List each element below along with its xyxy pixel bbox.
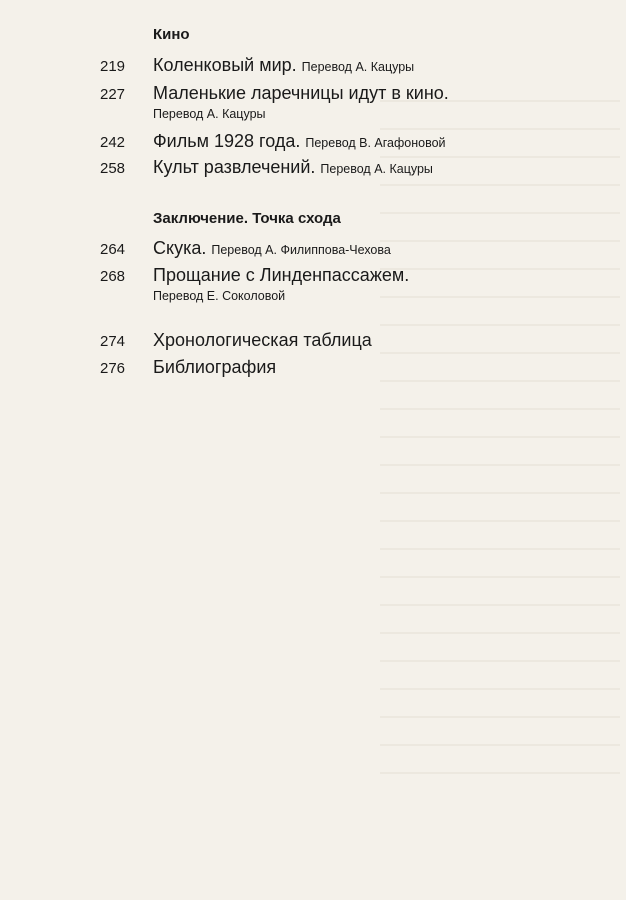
entry-title: Библиография — [153, 357, 277, 377]
entry-title-line — [153, 55, 414, 76]
page-number: 274 — [100, 333, 126, 350]
page-number: 268 — [100, 268, 126, 285]
entry-translator: Перевод А. Кацуры — [301, 60, 415, 74]
entry-title: Хронологическая таблица — [153, 330, 372, 350]
entry-translator: Перевод А. Кацуры — [320, 162, 433, 176]
entry-translator: Перевод В. Агафоновой — [305, 136, 446, 150]
entry-title: Маленькие ларечницы идут в кино. — [153, 83, 449, 103]
section-title-cinema: Кино — [153, 26, 190, 43]
entry-title: Скука. — [153, 238, 207, 258]
page-number: 219 — [100, 58, 126, 75]
entry-translator: Перевод А. Кацуры — [153, 107, 266, 121]
entry-title-line — [153, 131, 446, 152]
page-number: 242 — [100, 134, 126, 151]
entry-title: Коленковый мир. — [153, 55, 297, 75]
entry-title-line — [153, 157, 433, 178]
page-number: 258 — [100, 160, 126, 177]
entry-title: Прощание с Линденпассажем. — [153, 265, 410, 285]
entry-title-line — [153, 238, 391, 259]
entry-title: Фильм 1928 года. — [153, 131, 301, 151]
entry-translator: Перевод Е. Соколовой — [153, 289, 286, 303]
section-title-conclusion: Заключение. Точка схода — [153, 210, 341, 227]
page-number: 276 — [100, 360, 126, 377]
page-number: 227 — [100, 86, 126, 103]
entry-translator: Перевод А. Филиппова-Чехова — [211, 243, 391, 257]
entry-title: Культ развлечений. — [153, 157, 316, 177]
bleed-through-lines — [380, 100, 620, 800]
page-number: 264 — [100, 241, 126, 258]
